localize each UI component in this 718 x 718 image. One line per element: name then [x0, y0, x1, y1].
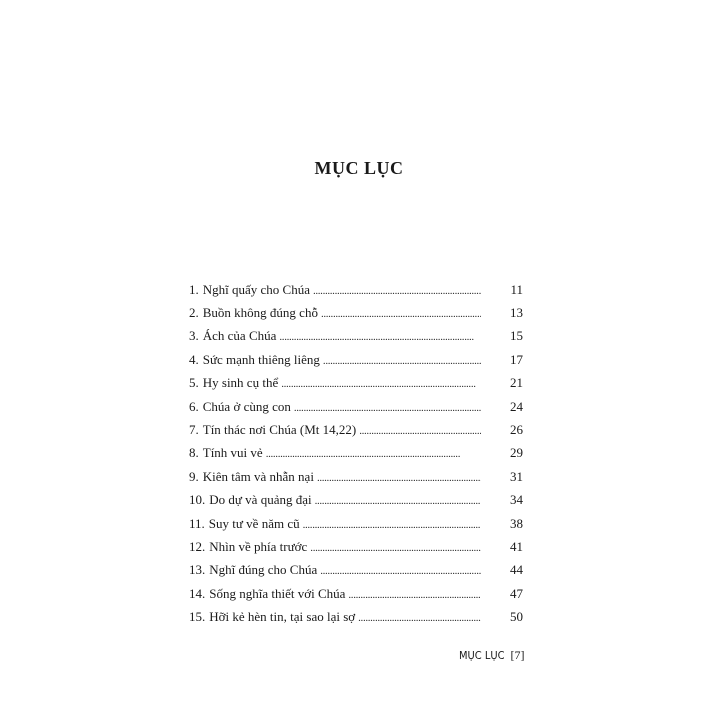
toc-entry — [189, 418, 523, 441]
toc-entry-page: 17 — [510, 351, 523, 367]
toc-entry-number: 3. — [189, 328, 199, 344]
toc-entry-title: Nghĩ quấy cho Chúa — [202, 281, 310, 297]
toc-entry-number: 4. — [189, 351, 199, 367]
toc-entry — [189, 278, 523, 301]
dot-leader — [323, 355, 481, 367]
toc-entry — [189, 301, 523, 324]
toc-entry-title: Suy tư về năm cũ — [208, 515, 300, 531]
dot-leader — [279, 331, 481, 343]
toc-entry-number: 2. — [189, 305, 199, 321]
toc-entry-page: 13 — [510, 305, 523, 321]
dot-leader — [348, 589, 481, 601]
toc-entry — [189, 535, 523, 558]
toc-entry-page: 34 — [510, 492, 523, 508]
toc-entry-page: 24 — [510, 398, 523, 414]
dot-leader — [303, 519, 481, 531]
toc-entry-title: Buồn không đúng chỗ — [202, 305, 318, 321]
toc-entry-page: 21 — [510, 375, 523, 391]
toc-entry-number: 9. — [189, 468, 199, 484]
toc-entry-number: 10. — [189, 492, 206, 508]
dot-leader — [315, 495, 481, 507]
toc-entry-page: 50 — [510, 609, 523, 625]
toc-entry-page: 29 — [510, 445, 523, 461]
toc-entry-page: 44 — [510, 562, 523, 578]
toc-entry-page: 11 — [510, 281, 523, 297]
toc-entry-number: 15. — [189, 609, 206, 625]
dot-leader — [294, 402, 481, 414]
table-of-contents — [189, 278, 523, 629]
toc-entry-number: 14. — [189, 585, 206, 601]
dot-leader — [281, 378, 481, 390]
toc-entry-title: Sống nghĩa thiết với Chúa — [209, 585, 346, 601]
toc-entry — [189, 325, 523, 348]
toc-entry — [189, 348, 523, 371]
toc-entry — [189, 395, 523, 418]
toc-entry-page: 47 — [510, 585, 523, 601]
toc-entry — [189, 442, 523, 465]
toc-entry-title: Hy sinh cụ thể — [202, 375, 279, 391]
toc-entry-title: Chúa ở cùng con — [202, 398, 291, 414]
toc-entry — [189, 559, 523, 582]
dot-leader — [359, 425, 481, 437]
dot-leader — [358, 612, 481, 624]
dot-leader — [320, 565, 481, 577]
toc-entry-title: Ách của Chúa — [202, 328, 277, 344]
toc-entry — [189, 582, 523, 605]
toc-entry-number: 8. — [189, 445, 199, 461]
toc-entry-title: Tính vui vẻ — [202, 445, 263, 461]
toc-entry-title: Tín thác nơi Chúa (Mt 14,22) — [202, 422, 357, 438]
toc-entry-title: Sức mạnh thiêng liêng — [202, 351, 320, 367]
page-footer — [459, 648, 525, 663]
running-head: MỤC LỤC — [459, 649, 505, 662]
page-title: MỤC LỤC — [314, 158, 404, 178]
toc-entry — [189, 605, 523, 628]
toc-entry-number: 13. — [189, 562, 206, 578]
toc-entry-page: 31 — [510, 468, 523, 484]
toc-entry-number: 12. — [189, 538, 206, 554]
toc-entry-title: Nghĩ đúng cho Chúa — [209, 562, 318, 578]
toc-entry-page: 41 — [510, 538, 523, 554]
toc-entry-title: Hỡi kẻ hèn tin, tại sao lại sợ — [209, 609, 356, 625]
dot-leader — [266, 448, 481, 460]
dot-leader — [317, 472, 481, 484]
toc-entry-page: 15 — [510, 328, 523, 344]
dot-leader — [310, 542, 481, 554]
toc-entry-title: Kiên tâm và nhẫn nại — [202, 468, 314, 484]
dot-leader — [321, 308, 481, 320]
toc-entry-page: 38 — [510, 515, 523, 531]
toc-entry-title: Nhìn về phía trước — [209, 538, 308, 554]
toc-entry-page: 26 — [510, 422, 523, 438]
toc-entry — [189, 489, 523, 512]
toc-entry — [189, 372, 523, 395]
toc-entry-number: 1. — [189, 281, 199, 297]
dot-leader — [313, 285, 481, 297]
toc-entry-number: 11. — [189, 515, 205, 531]
toc-entry-number: 6. — [189, 398, 199, 414]
toc-entry-number: 5. — [189, 375, 199, 391]
toc-entry-title: Do dự và quảng đại — [209, 492, 312, 508]
toc-entry — [189, 465, 523, 488]
toc-entry — [189, 512, 523, 535]
toc-entry-number: 7. — [189, 422, 199, 438]
page-number: [7] — [510, 648, 525, 662]
